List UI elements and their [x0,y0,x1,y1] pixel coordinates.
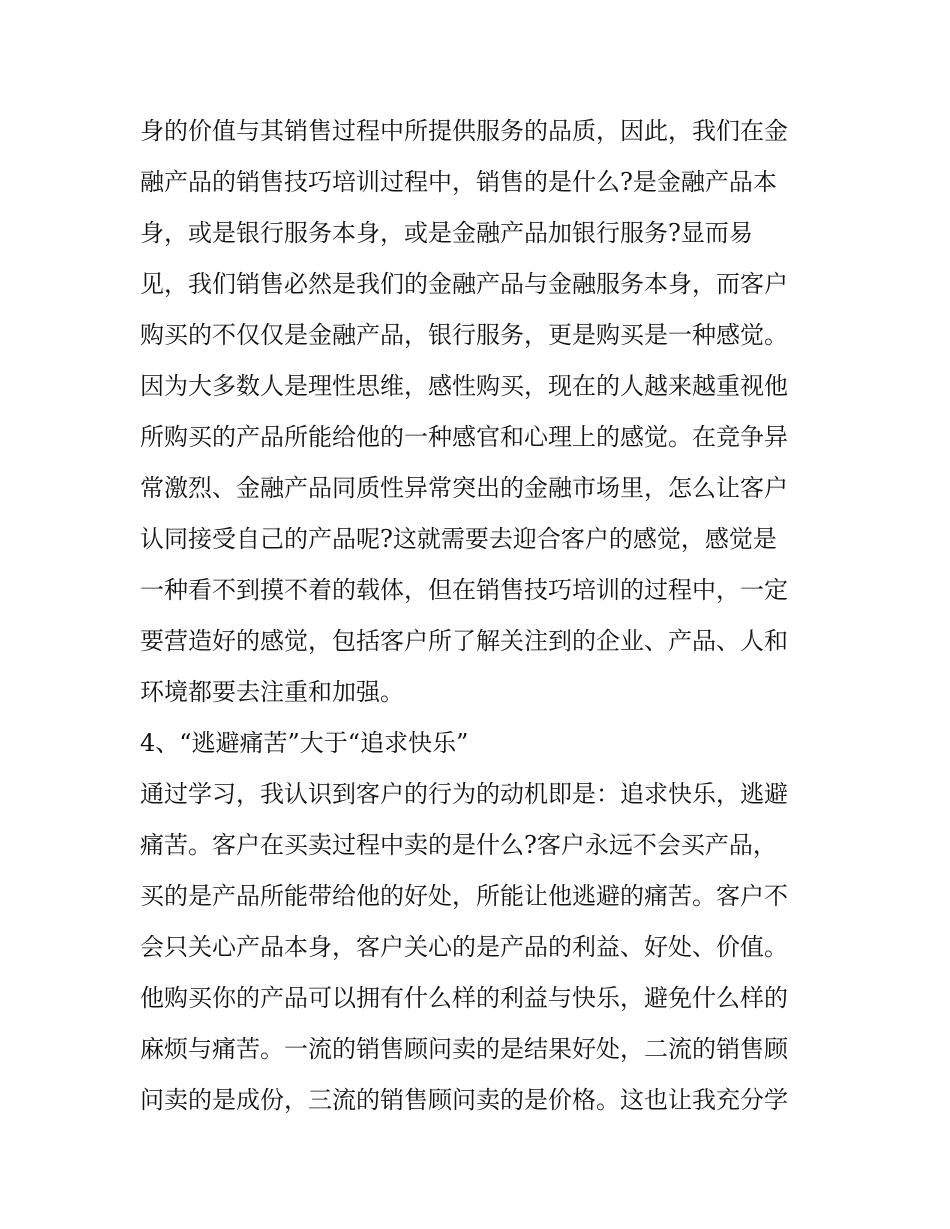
text-line: 身，或是银行服务本身，或是金融产品加银行服务?显而易 [140,219,753,247]
text-line: 要营造好的感觉，包括客户所了解关注到的企业、产品、人和 [140,627,788,655]
text-line: 所购买的产品所能给他的一种感官和心理上的感觉。在竞争异 [140,423,788,451]
text-line: 融产品的销售技巧培训过程中，销售的是什么?是金融产品本 [140,168,777,196]
section-heading: 4、“逃避痛苦”大于“追求快乐” [140,729,469,757]
text-line: 痛苦。客户在买卖过程中卖的是什么?客户永远不会买产品， [140,831,777,859]
text-line: 会只关心产品本身，客户关心的是产品的利益、好处、价值。 [140,933,788,961]
text-line: 问卖的是成份，三流的销售顾问卖的是价格。这也让我充分学 [140,1086,788,1114]
text-line: 一种看不到摸不着的载体，但在销售技巧培训的过程中，一定 [140,576,788,604]
text-line: 认同接受自己的产品呢?这就需要去迎合客户的感觉，感觉是 [140,525,777,553]
text-line: 常激烈、金融产品同质性异常突出的金融市场里，怎么让客户 [140,474,788,502]
text-line: 他购买你的产品可以拥有什么样的利益与快乐，避免什么样的 [140,984,788,1012]
text-line: 通过学习，我认识到客户的行为的动机即是：追求快乐，逃避 [140,780,788,808]
text-line: 买的是产品所能带给他的好处，所能让他逃避的痛苦。客户不 [140,882,788,910]
text-line: 因为大多数人是理性思维，感性购买，现在的人越来越重视他 [140,372,788,400]
document-body [140,111,820,1131]
text-line: 见，我们销售必然是我们的金融产品与金融服务本身，而客户 [140,270,788,298]
text-line: 环境都要去注重和加强。 [140,678,404,706]
text-line: 购买的不仅仅是金融产品，银行服务，更是购买是一种感觉。 [140,321,788,349]
text-line: 身的价值与其销售过程中所提供服务的品质，因此，我们在金 [140,117,788,145]
text-line: 麻烦与痛苦。一流的销售顾问卖的是结果好处，二流的销售顾 [140,1035,788,1063]
